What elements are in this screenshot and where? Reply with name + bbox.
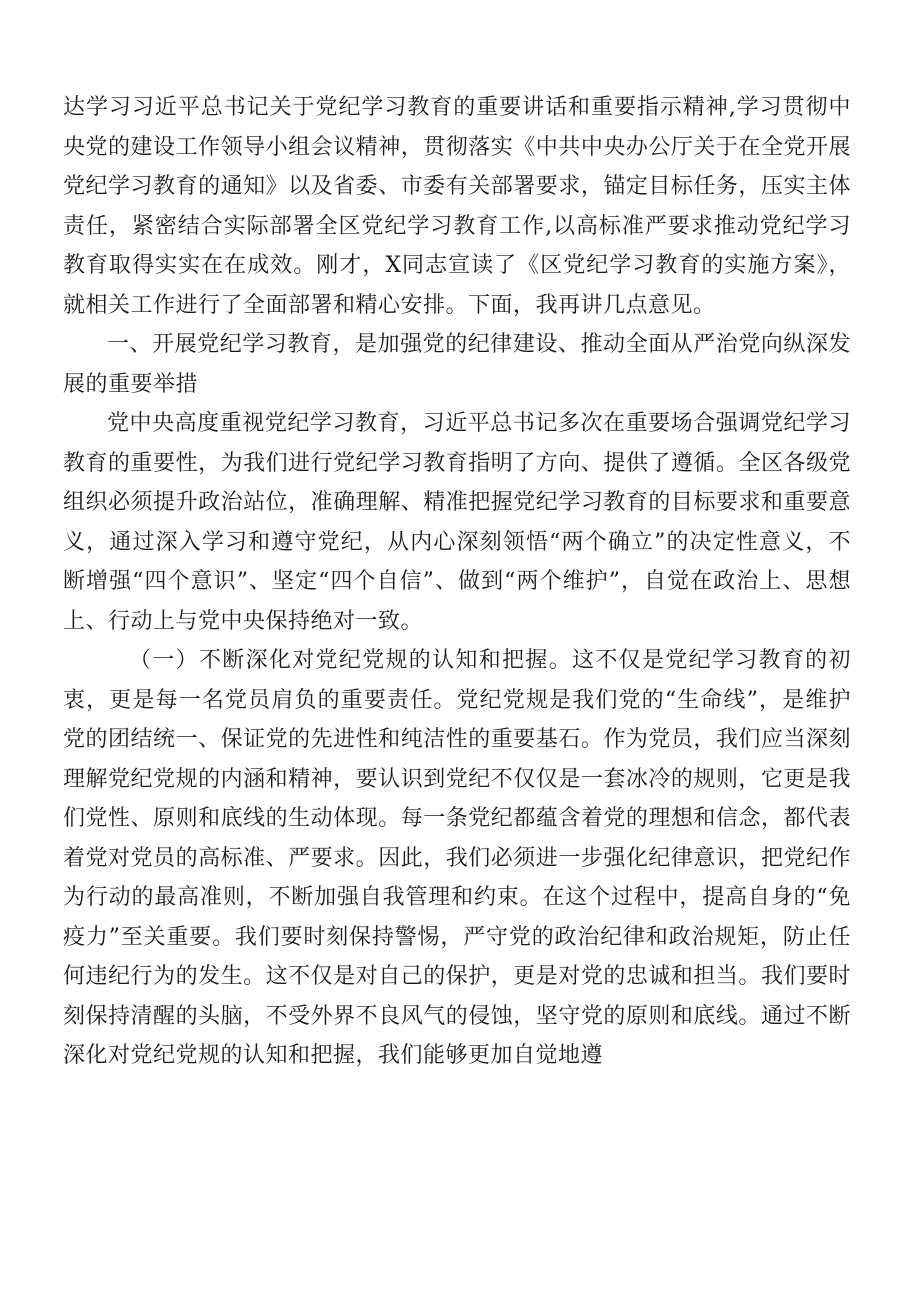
intro-paragraph: 达学习习近平总书记关于党纪学习教育的重要讲话和重要指示精神,学习贯彻中央党的建设工作领导小组会议精神，贯彻落实《中共中央办公厅关于在全党开展党纪学习教育的通知》以及省委、市委有关部署要求，锚定目标任务，压实主体责任，紧密结合实际部署全区党纪学习教育工作,以高标准严要求推动党纪学习教育取得实实在在成效。刚才，X同志宣读了《区党纪学习教育的实施方案》，就相关工作进行了全面部署和精心安排。下面，我再讲几点意见。 — [63, 95, 851, 318]
section-heading: 一、开展党纪学习教育，是加强党的纪律建设、推动全面从严治党向纵深发展的重要举措 — [63, 332, 851, 397]
document-body — [63, 88, 851, 1076]
subsection-paragraph: （一）不断深化对党纪党规的认知和把握。这不仅是党纪学习教育的初衷，更是每一名党员肩负的重要责任。党纪党规是我们党的“生命线”，是维护党的团结统一、保证党的先进性和纯洁性的重要基石。作为党员，我们应当深刻理解党纪党规的内涵和精神，要认识到党纪不仅仅是一套冰冷的规则，它更是我们党性、原则和底线的生动体现。每一条党纪都蕴含着党的理想和信念，都代表着党对党员的高标准、严要求。因此，我们必须进一步强化纪律意识，把党纪作为行动的最高准则，不断加强自我管理和约束。在这个过程中，提高自身的“免疫力”至关重要。我们要时刻保持警惕，严守党的政治纪律和政治规矩，防止任何违纪行为的发生。这不仅是对自己的保护，更是对党的忠诚和担当。我们要时刻保持清醒的头脑，不受外界不良风气的侵蚀，坚守党的原则和底线。通过不断深化对党纪党规的认知和把握，我们能够更加自觉地遵 — [63, 648, 851, 1068]
section-body-paragraph: 党中央高度重视党纪学习教育，习近平总书记多次在重要场合强调党纪学习教育的重要性，为我们进行党纪学习教育指明了方向、提供了遵循。全区各级党组织必须提升政治站位，准确理解、精准把握党纪学习教育的目标要求和重要意义，通过深入学习和遵守党纪，从内心深刻领悟“两个确立”的决定性意义，不断增强“四个意识”、坚定“四个自信”、做到“两个维护”，自觉在政治上、思想上、行动上与党中央保持绝对一致。 — [63, 411, 851, 634]
